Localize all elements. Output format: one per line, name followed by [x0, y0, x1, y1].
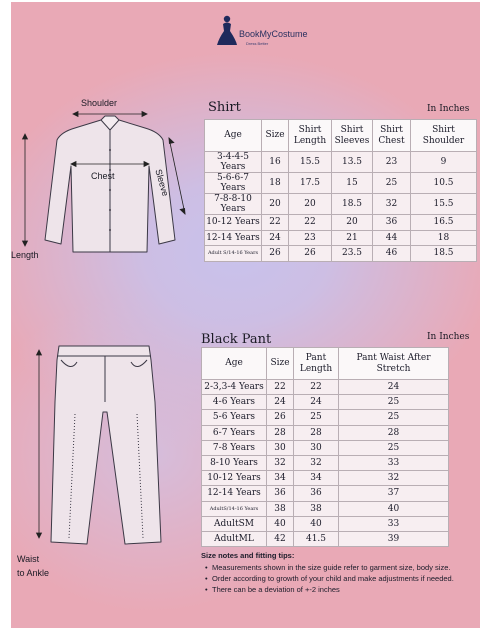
table-cell: 23	[289, 230, 332, 246]
table-cell: 10-12 Years	[205, 215, 262, 231]
table-cell: 28	[339, 425, 449, 440]
table-cell: 26	[262, 246, 289, 262]
list-item: • There can be a deviation of +-2 inches	[212, 585, 471, 594]
table-cell: 18	[411, 230, 477, 246]
table-cell: 20	[289, 194, 332, 215]
table-cell: 15	[332, 173, 373, 194]
table-cell: 24	[267, 395, 294, 410]
table-cell: Adult S/14-16 Years	[205, 246, 262, 262]
table-cell: 28	[294, 425, 339, 440]
header-pant-length: Pant Length	[294, 348, 339, 380]
table-cell: AdultSM	[202, 516, 267, 531]
table-cell: 42	[267, 531, 294, 546]
table-cell: 7-8 Years	[202, 440, 267, 455]
table-cell: 40	[267, 516, 294, 531]
table-cell: AdultS/14-16 Years	[202, 501, 267, 516]
table-cell: 30	[294, 440, 339, 455]
table-cell: 16.5	[411, 215, 477, 231]
table-cell: 40	[339, 501, 449, 516]
table-cell: 22	[267, 380, 294, 395]
table-row	[202, 455, 449, 470]
table-cell: 20	[332, 215, 373, 231]
notes-heading: Size notes and fitting tips:	[201, 551, 295, 560]
table-cell: 32	[267, 455, 294, 470]
header-pant-waist: Pant Waist After Stretch	[339, 348, 449, 380]
table-cell: 18.5	[411, 246, 477, 262]
list-item: • Measurements shown in the size guide refer to garment size, body size.	[212, 563, 471, 572]
table-row	[205, 194, 477, 215]
table-cell: 26	[289, 246, 332, 262]
table-cell: 18.5	[332, 194, 373, 215]
table-cell: 30	[267, 440, 294, 455]
table-row	[205, 152, 477, 173]
table-cell: 26	[267, 410, 294, 425]
table-cell: 8-10 Years	[202, 455, 267, 470]
table-cell: 16	[262, 152, 289, 173]
table-cell: 40	[294, 516, 339, 531]
table-row	[202, 425, 449, 440]
fitting-notes	[201, 551, 471, 596]
table-cell: 25	[339, 440, 449, 455]
table-cell: 33	[339, 516, 449, 531]
header-age: Age	[202, 348, 267, 380]
table-cell: 46	[373, 246, 411, 262]
sleeve-label: Sleeve	[153, 168, 171, 198]
table-cell: 3-4-4-5 Years	[205, 152, 262, 173]
table-cell: 23.5	[332, 246, 373, 262]
pant-size-table	[201, 347, 449, 547]
table-row	[205, 215, 477, 231]
table-row	[205, 173, 477, 194]
pant-diagram	[15, 342, 175, 552]
table-cell: 24	[339, 380, 449, 395]
table-cell: 12-14 Years	[202, 486, 267, 501]
table-cell: 17.5	[289, 173, 332, 194]
header-shirt-sleeves: Shirt Sleeves	[332, 120, 373, 152]
table-cell: 4-6 Years	[202, 395, 267, 410]
table-cell: 36	[373, 215, 411, 231]
table-row	[205, 230, 477, 246]
list-item: • Order according to growth of your child and make adjustments if needed.	[212, 574, 471, 583]
table-row	[202, 410, 449, 425]
table-cell: 13.5	[332, 152, 373, 173]
table-cell: 21	[332, 230, 373, 246]
table-row	[205, 246, 477, 262]
brand-logo	[216, 14, 308, 46]
table-cell: 22	[262, 215, 289, 231]
shirt-unit: In Inches	[427, 104, 470, 114]
table-cell: 36	[267, 486, 294, 501]
header-age: Age	[205, 120, 262, 152]
table-cell: 10.5	[411, 173, 477, 194]
table-cell: 38	[267, 501, 294, 516]
pant-title: Black Pant	[201, 332, 272, 347]
table-cell: 6-7 Years	[202, 425, 267, 440]
table-cell: 37	[339, 486, 449, 501]
table-cell: 39	[339, 531, 449, 546]
table-cell: 22	[294, 380, 339, 395]
table-cell: 9	[411, 152, 477, 173]
table-cell: 20	[262, 194, 289, 215]
table-cell: 2-3,3-4 Years	[202, 380, 267, 395]
table-cell: 25	[294, 410, 339, 425]
table-cell: 32	[373, 194, 411, 215]
table-cell: 25	[373, 173, 411, 194]
table-cell: 32	[339, 471, 449, 486]
table-row	[202, 440, 449, 455]
header-size: Size	[267, 348, 294, 380]
table-cell: 12-14 Years	[205, 230, 262, 246]
table-cell: 25	[339, 410, 449, 425]
waist-label: Waist	[17, 554, 40, 564]
table-cell: 15.5	[289, 152, 332, 173]
table-cell: 24	[262, 230, 289, 246]
table-header-row	[202, 348, 449, 380]
shirt-size-table	[204, 119, 477, 262]
table-cell: 25	[339, 395, 449, 410]
table-cell: 18	[262, 173, 289, 194]
table-header-row	[205, 120, 477, 152]
table-cell: 23	[373, 152, 411, 173]
table-cell: 15.5	[411, 194, 477, 215]
header-size: Size	[262, 120, 289, 152]
table-cell: 5-6 Years	[202, 410, 267, 425]
table-cell: 33	[339, 455, 449, 470]
table-row	[202, 471, 449, 486]
chest-label: Chest	[91, 171, 115, 181]
length-label: Length	[11, 250, 39, 260]
shirt-title: Shirt	[208, 100, 241, 115]
table-cell: 5-6-6-7 Years	[205, 173, 262, 194]
size-chart-card	[11, 2, 480, 628]
table-row	[202, 516, 449, 531]
dress-logo-icon	[216, 14, 238, 46]
table-cell: 7-8-8-10 Years	[205, 194, 262, 215]
brand-tagline: Dress Better	[246, 41, 269, 46]
brand-name: BookMyCostume	[239, 29, 308, 39]
table-cell: 22	[289, 215, 332, 231]
table-cell: 24	[294, 395, 339, 410]
table-cell: 32	[294, 455, 339, 470]
table-row	[202, 395, 449, 410]
to-ankle-label: to Ankle	[17, 568, 50, 578]
notes-list	[201, 563, 471, 594]
table-cell: 34	[267, 471, 294, 486]
table-cell: 28	[267, 425, 294, 440]
header-shirt-chest: Shirt Chest	[373, 120, 411, 152]
table-cell: 36	[294, 486, 339, 501]
table-cell: 44	[373, 230, 411, 246]
header-shirt-length: Shirt Length	[289, 120, 332, 152]
header-shirt-shoulder: Shirt Shoulder	[411, 120, 477, 152]
table-row	[202, 486, 449, 501]
table-cell: 41.5	[294, 531, 339, 546]
table-row	[202, 501, 449, 516]
table-cell: 34	[294, 471, 339, 486]
table-row	[202, 531, 449, 546]
pant-unit: In Inches	[427, 332, 470, 342]
table-cell: 10-12 Years	[202, 471, 267, 486]
table-cell: 38	[294, 501, 339, 516]
shoulder-label: Shoulder	[81, 98, 118, 108]
table-cell: AdultML	[202, 531, 267, 546]
table-row	[202, 380, 449, 395]
